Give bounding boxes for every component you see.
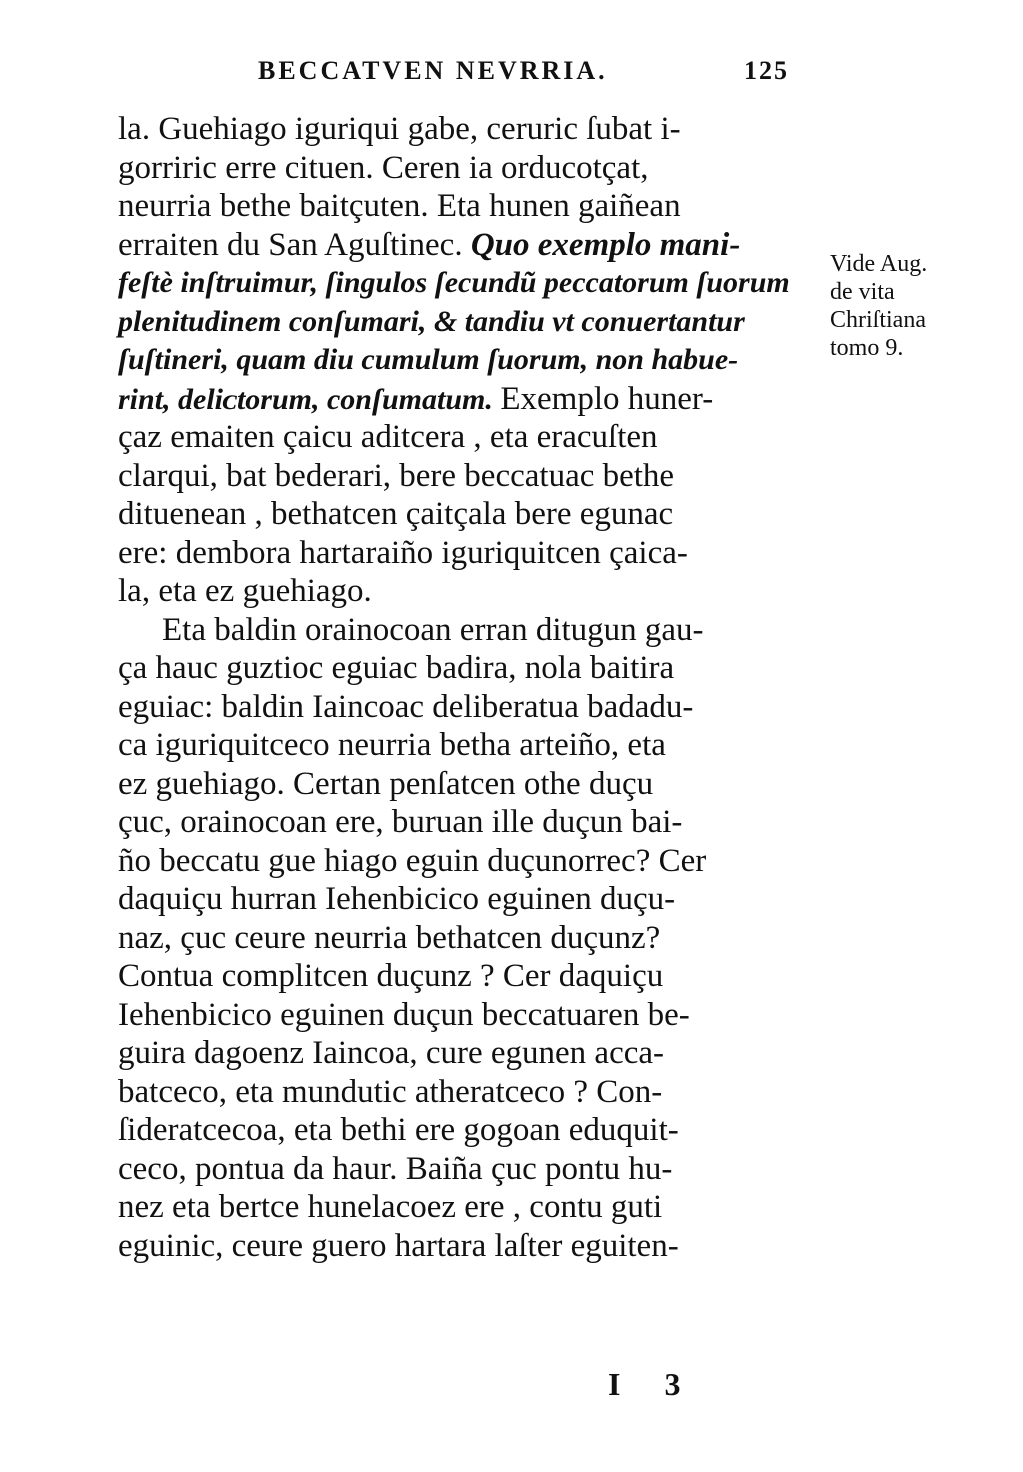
latin-quotation: Quo exemplo mani-	[470, 226, 741, 263]
text-segment: erraiten du San Aguſtinec.	[118, 226, 471, 263]
latin-quotation-line: ſuſtineri, quam diu cumulum ſuorum, non habue-	[118, 343, 739, 376]
text-line: la. Guehiago iguriqui gabe, ceruric ſubat i-	[118, 111, 681, 147]
text-line: ez guehiago. Certan penſatcen othe duçu	[118, 765, 654, 802]
text-line: naz, çuc ceure neurria bethatcen duçunz?	[118, 919, 661, 956]
text-line: ere: dembora hartaraiño iguriquitcen çaica-	[118, 534, 688, 571]
text-line: ſideratcecoa, eta bethi ere gogoan eduquit-	[118, 1112, 679, 1148]
signature-mark: I 3	[608, 1366, 699, 1402]
running-title: BECCATVEN NEVRRIA.	[258, 56, 608, 85]
marginal-note	[830, 250, 980, 362]
text-line: ño beccatu gue hiago eguin duçunorrec? Cer	[118, 842, 707, 879]
text-line	[118, 380, 824, 419]
text-line: Contua complitcen duçunz ? Cer daquiçu	[118, 958, 664, 994]
text-line: nez eta bertce hunelacoez ere , contu guti	[118, 1189, 663, 1225]
text-line: gorriric erre cituen. Ceren ia orducotçat,	[118, 149, 649, 186]
text-line: çuc, orainocoan ere, buruan ille duçun bai-	[118, 804, 683, 840]
text-line	[118, 226, 824, 265]
marginal-note-line: de vita	[830, 279, 895, 305]
marginal-note-line: Chriſtiana	[830, 307, 926, 333]
text-line: ça hauc guztioc eguiac badira, nola baitira	[118, 650, 675, 686]
text-line: clarqui, bat bederari, bere beccatuac bethe	[118, 457, 675, 494]
page-number: 125	[744, 56, 789, 85]
text-line: guira dagoenz Iaincoa, cure egunen acca-	[118, 1035, 664, 1071]
latin-quotation-line: feſtè inſtruimur, ſingulos ſecundũ peccatorum ſuorum	[118, 266, 790, 299]
text-line: Iehenbicico eguinen duçun beccatuaren be-	[118, 996, 690, 1033]
paragraph-start-line: Eta baldin orainocoan erran ditugun gau-	[162, 611, 704, 648]
text-line: eguiac: baldin Iaincoac deliberatua badadu-	[118, 688, 694, 725]
latin-quotation-line: plenitudinem conſumari, & tandiu vt conuertantur	[118, 304, 745, 338]
text-line: eguinic, ceure guero hartara laſter eguiten-	[118, 1227, 679, 1264]
text-line: çaz emaiten çaicu aditcera , eta eracuſten	[118, 419, 658, 455]
text-line: la, eta ez guehiago.	[118, 573, 372, 609]
text-line: daquiçu hurran Iehenbicico eguinen duçu-	[118, 881, 676, 917]
page-header	[258, 56, 818, 96]
text-line: neurria bethe baitçuten. Eta hunen gaiñean	[118, 188, 681, 224]
text-line: ca iguriquitceco neurria betha arteiño, eta	[118, 727, 666, 763]
latin-quotation: rint, deliᴄtorum, conſumatum.	[118, 382, 501, 416]
text-line: batceco, eta mundutic atheratceco ? Con-	[118, 1073, 663, 1110]
marginal-note-line: tomo 9.	[830, 335, 904, 361]
text-line: ceco, pontua da haur. Baiña çuc pontu hu-	[118, 1150, 673, 1187]
marginal-note-line: Vide Aug.	[830, 251, 928, 277]
body-text	[118, 110, 824, 1265]
text-segment: Exemplo huner-	[500, 380, 714, 417]
text-line: dituenean , bethatcen çaitçala bere egunac	[118, 496, 674, 532]
